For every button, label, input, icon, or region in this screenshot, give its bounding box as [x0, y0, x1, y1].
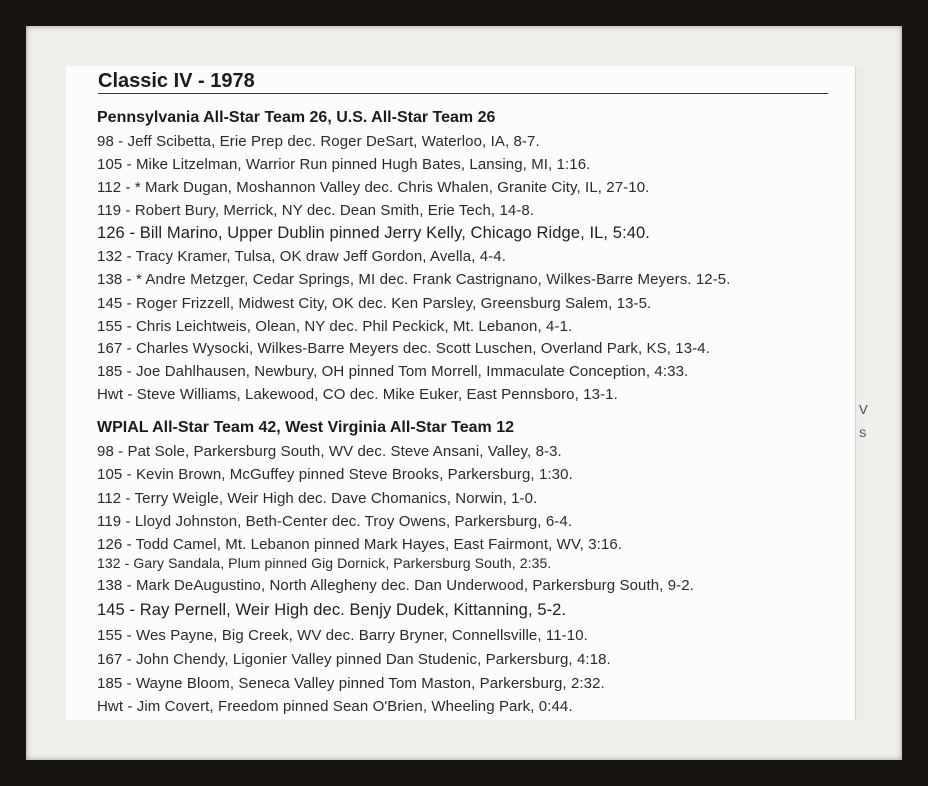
result-line: 119 - Robert Bury, Merrick, NY dec. Dean Smith, Erie Tech, 14-8.: [97, 202, 535, 219]
result-line: 126 - Bill Marino, Upper Dublin pinned Jerry Kelly, Chicago Ridge, IL, 5:40.: [97, 224, 650, 242]
result-line: 138 - * Andre Metzger, Cedar Springs, MI dec. Frank Castrignano, Wilkes-Barre Meyers. 12-5.: [97, 271, 731, 288]
result-line: 185 - Joe Dahlhausen, Newbury, OH pinned Tom Morrell, Immaculate Conception, 4:33.: [97, 363, 689, 380]
side-mark: V: [859, 402, 868, 417]
adjacent-page-edge: [855, 66, 868, 720]
result-line: Hwt - Jim Covert, Freedom pinned Sean O'Brien, Wheeling Park, 0:44.: [97, 698, 573, 715]
document-page: [66, 66, 862, 720]
result-line: 155 - Wes Payne, Big Creek, WV dec. Barry Bryner, Connellsville, 11-10.: [97, 627, 588, 644]
result-line: 167 - John Chendy, Ligonier Valley pinned Dan Studenic, Parkersburg, 4:18.: [97, 651, 611, 668]
result-line: 112 - * Mark Dugan, Moshannon Valley dec. Chris Whalen, Granite City, IL, 27-10.: [97, 179, 650, 196]
result-line: 145 - Roger Frizzell, Midwest City, OK dec. Ken Parsley, Greensburg Salem, 13-5.: [97, 295, 652, 312]
section-heading-pennsylvania: Pennsylvania All-Star Team 26, U.S. All-Star Team 26: [97, 109, 496, 126]
result-line: 119 - Lloyd Johnston, Beth-Center dec. Troy Owens, Parkersburg, 6-4.: [97, 513, 573, 530]
result-line: 126 - Todd Camel, Mt. Lebanon pinned Mark Hayes, East Fairmont, WV, 3:16.: [97, 536, 623, 553]
title-rule: [98, 93, 828, 94]
result-line: 98 - Pat Sole, Parkersburg South, WV dec. Steve Ansani, Valley, 8-3.: [97, 443, 562, 460]
result-line: 132 - Tracy Kramer, Tulsa, OK draw Jeff Gordon, Avella, 4-4.: [97, 248, 506, 265]
result-line: 155 - Chris Leichtweis, Olean, NY dec. Phil Peckick, Mt. Lebanon, 4-1.: [97, 318, 573, 335]
side-mark: S: [859, 428, 867, 440]
result-line: 132 - Gary Sandala, Plum pinned Gig Dornick, Parkersburg South, 2:35.: [97, 555, 552, 571]
result-line: Hwt - Steve Williams, Lakewood, CO dec. Mike Euker, East Pennsboro, 13-1.: [97, 386, 618, 403]
result-line: 145 - Ray Pernell, Weir High dec. Benjy Dudek, Kittanning, 5-2.: [97, 601, 567, 619]
result-line: 167 - Charles Wysocki, Wilkes-Barre Meyers dec. Scott Luschen, Overland Park, KS, 13-4.: [97, 340, 710, 357]
result-line: 105 - Kevin Brown, McGuffey pinned Steve Brooks, Parkersburg, 1:30.: [97, 466, 573, 483]
result-line: 112 - Terry Weigle, Weir High dec. Dave Chomanics, Norwin, 1-0.: [97, 490, 538, 507]
result-line: 185 - Wayne Bloom, Seneca Valley pinned Tom Maston, Parkersburg, 2:32.: [97, 675, 605, 692]
section-heading-wpial: WPIAL All-Star Team 42, West Virginia All-Star Team 12: [97, 419, 515, 436]
result-line: 105 - Mike Litzelman, Warrior Run pinned Hugh Bates, Lansing, MI, 1:16.: [97, 156, 591, 173]
page-title: Classic IV - 1978: [98, 70, 255, 92]
result-line: 98 - Jeff Scibetta, Erie Prep dec. Roger DeSart, Waterloo, IA, 8-7.: [97, 133, 540, 150]
result-line: 138 - Mark DeAugustino, North Allegheny dec. Dan Underwood, Parkersburg South, 9-2.: [97, 577, 694, 594]
